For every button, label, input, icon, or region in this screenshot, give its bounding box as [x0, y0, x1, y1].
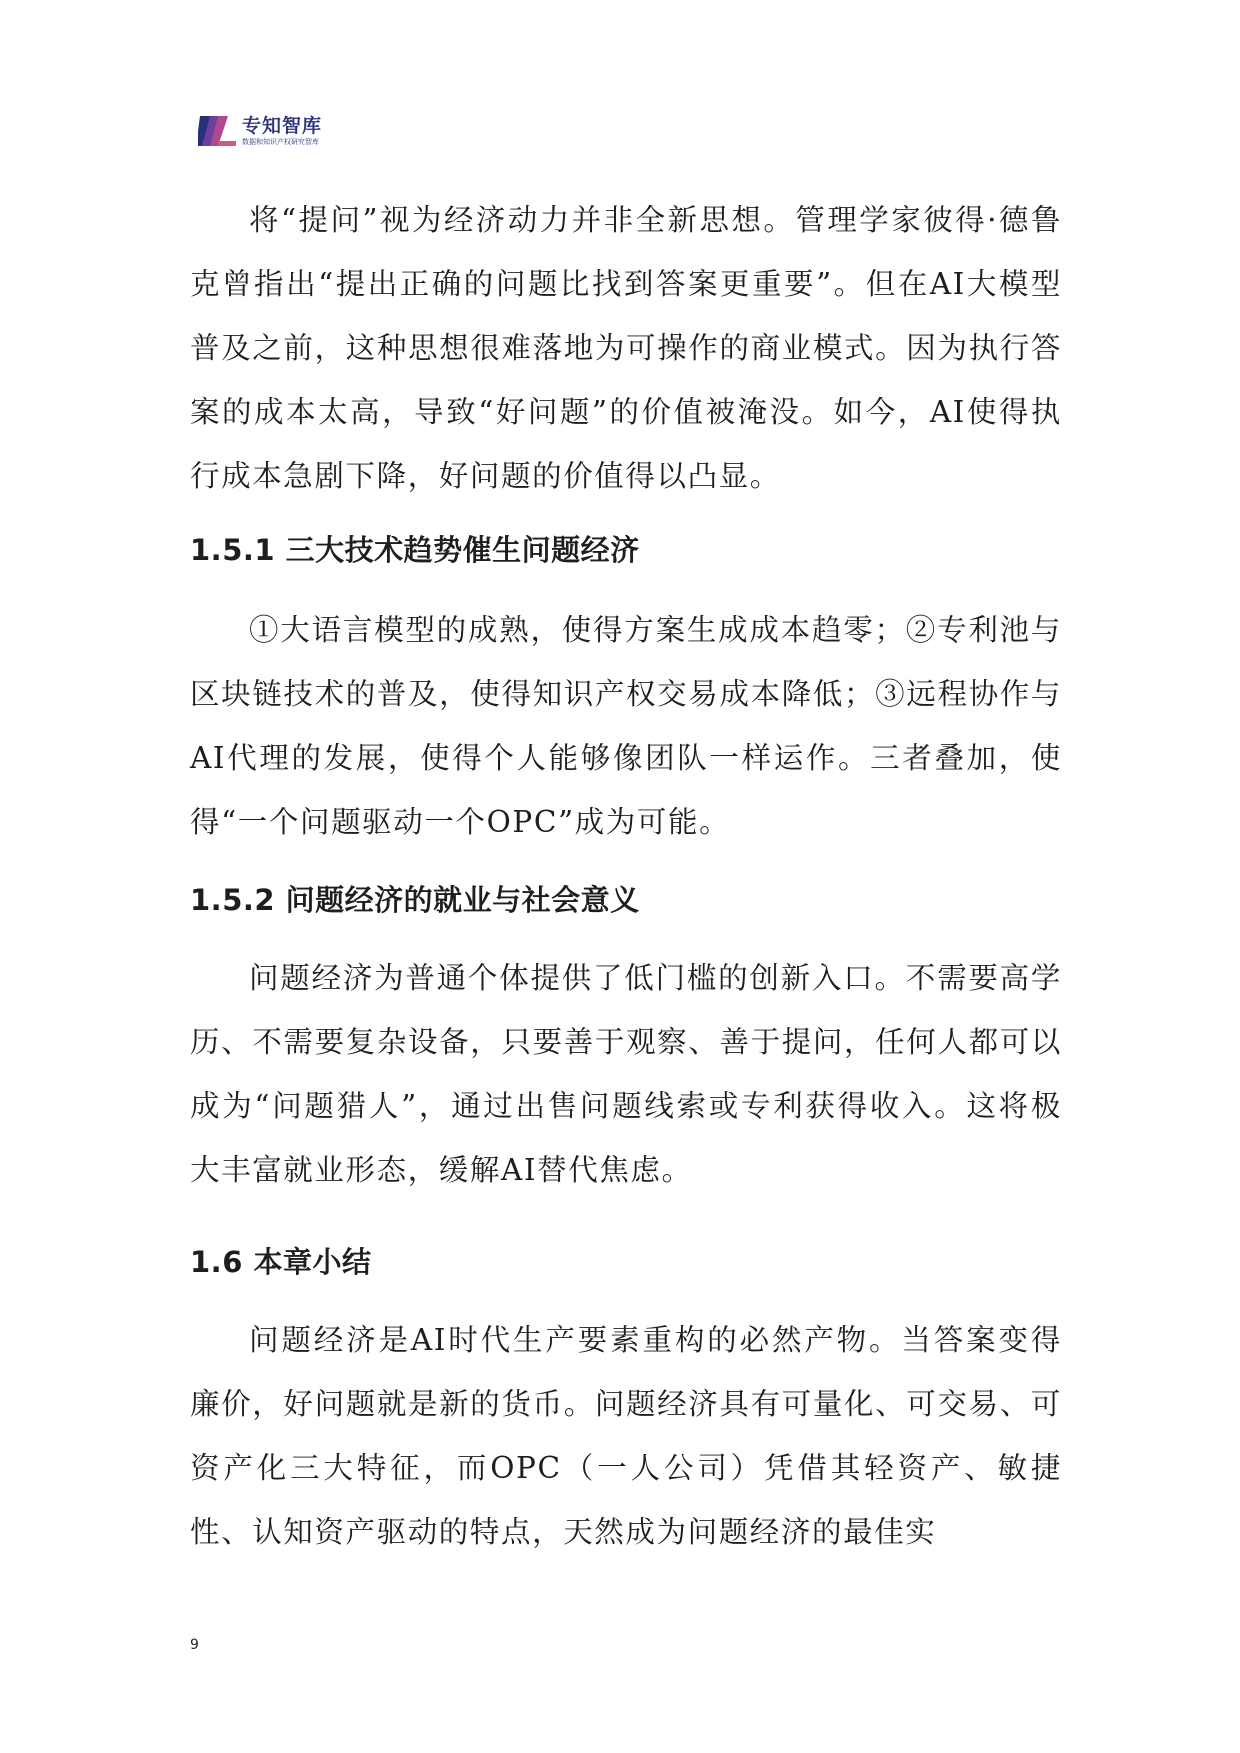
section-heading-1-5-2: 1.5.2 问题经济的就业与社会意义 [190, 883, 640, 917]
page-number: 9 [190, 1637, 199, 1653]
paragraph-summary: 问题经济是AI时代生产要素重构的必然产物。当答案变得廉价，好问题就是新的货币。问题经济具有可量化、可交易、可资产化三大特征，而OPC（一人公司）凭借其轻资产、敏捷性、认知资产驱动的特点，天然成为问题经济的最佳实 [190, 1323, 1062, 1549]
paragraph-tech-trends: ①大语言模型的成熟，使得方案生成成本趋零；②专利池与区块链技术的普及，使得知识产权交易成本降低；③远程协作与AI代理的发展，使得个人能够像团队一样运作。三者叠加，使得“一个问题驱动一个OPC”成为可能。 [190, 613, 1062, 839]
logo-name: 专知智库 [242, 115, 323, 137]
paragraph-intro: 将“提问”视为经济动力并非全新思想。管理学家彼得·德鲁克曾指出“提出正确的问题比找到答案更重要”。但在AI大模型普及之前，这种思想很难落地为可操作的商业模式。因为执行答案的成本太高，导致“好问题”的价值被淹没。如今，AI使得执行成本急剧下降，好问题的价值得以凸显。 [190, 203, 1062, 493]
logo-tagline: 数据和知识产权研究智库 [242, 138, 319, 146]
section-heading-1-5-1: 1.5.1 三大技术趋势催生问题经济 [190, 533, 640, 567]
paragraph-employment: 问题经济为普通个体提供了低门槛的创新入口。不需要高学历、不需要复杂设备，只要善于观察、善于提问，任何人都可以成为“问题猎人”，通过出售问题线索或专利获得收入。这将极大丰富就业形态，缓解AI替代焦虑。 [190, 961, 1062, 1187]
section-heading-1-6: 1.6 本章小结 [190, 1245, 372, 1279]
document-body [190, 188, 1062, 1564]
header-logo [198, 114, 322, 148]
logo-icon [198, 114, 238, 148]
